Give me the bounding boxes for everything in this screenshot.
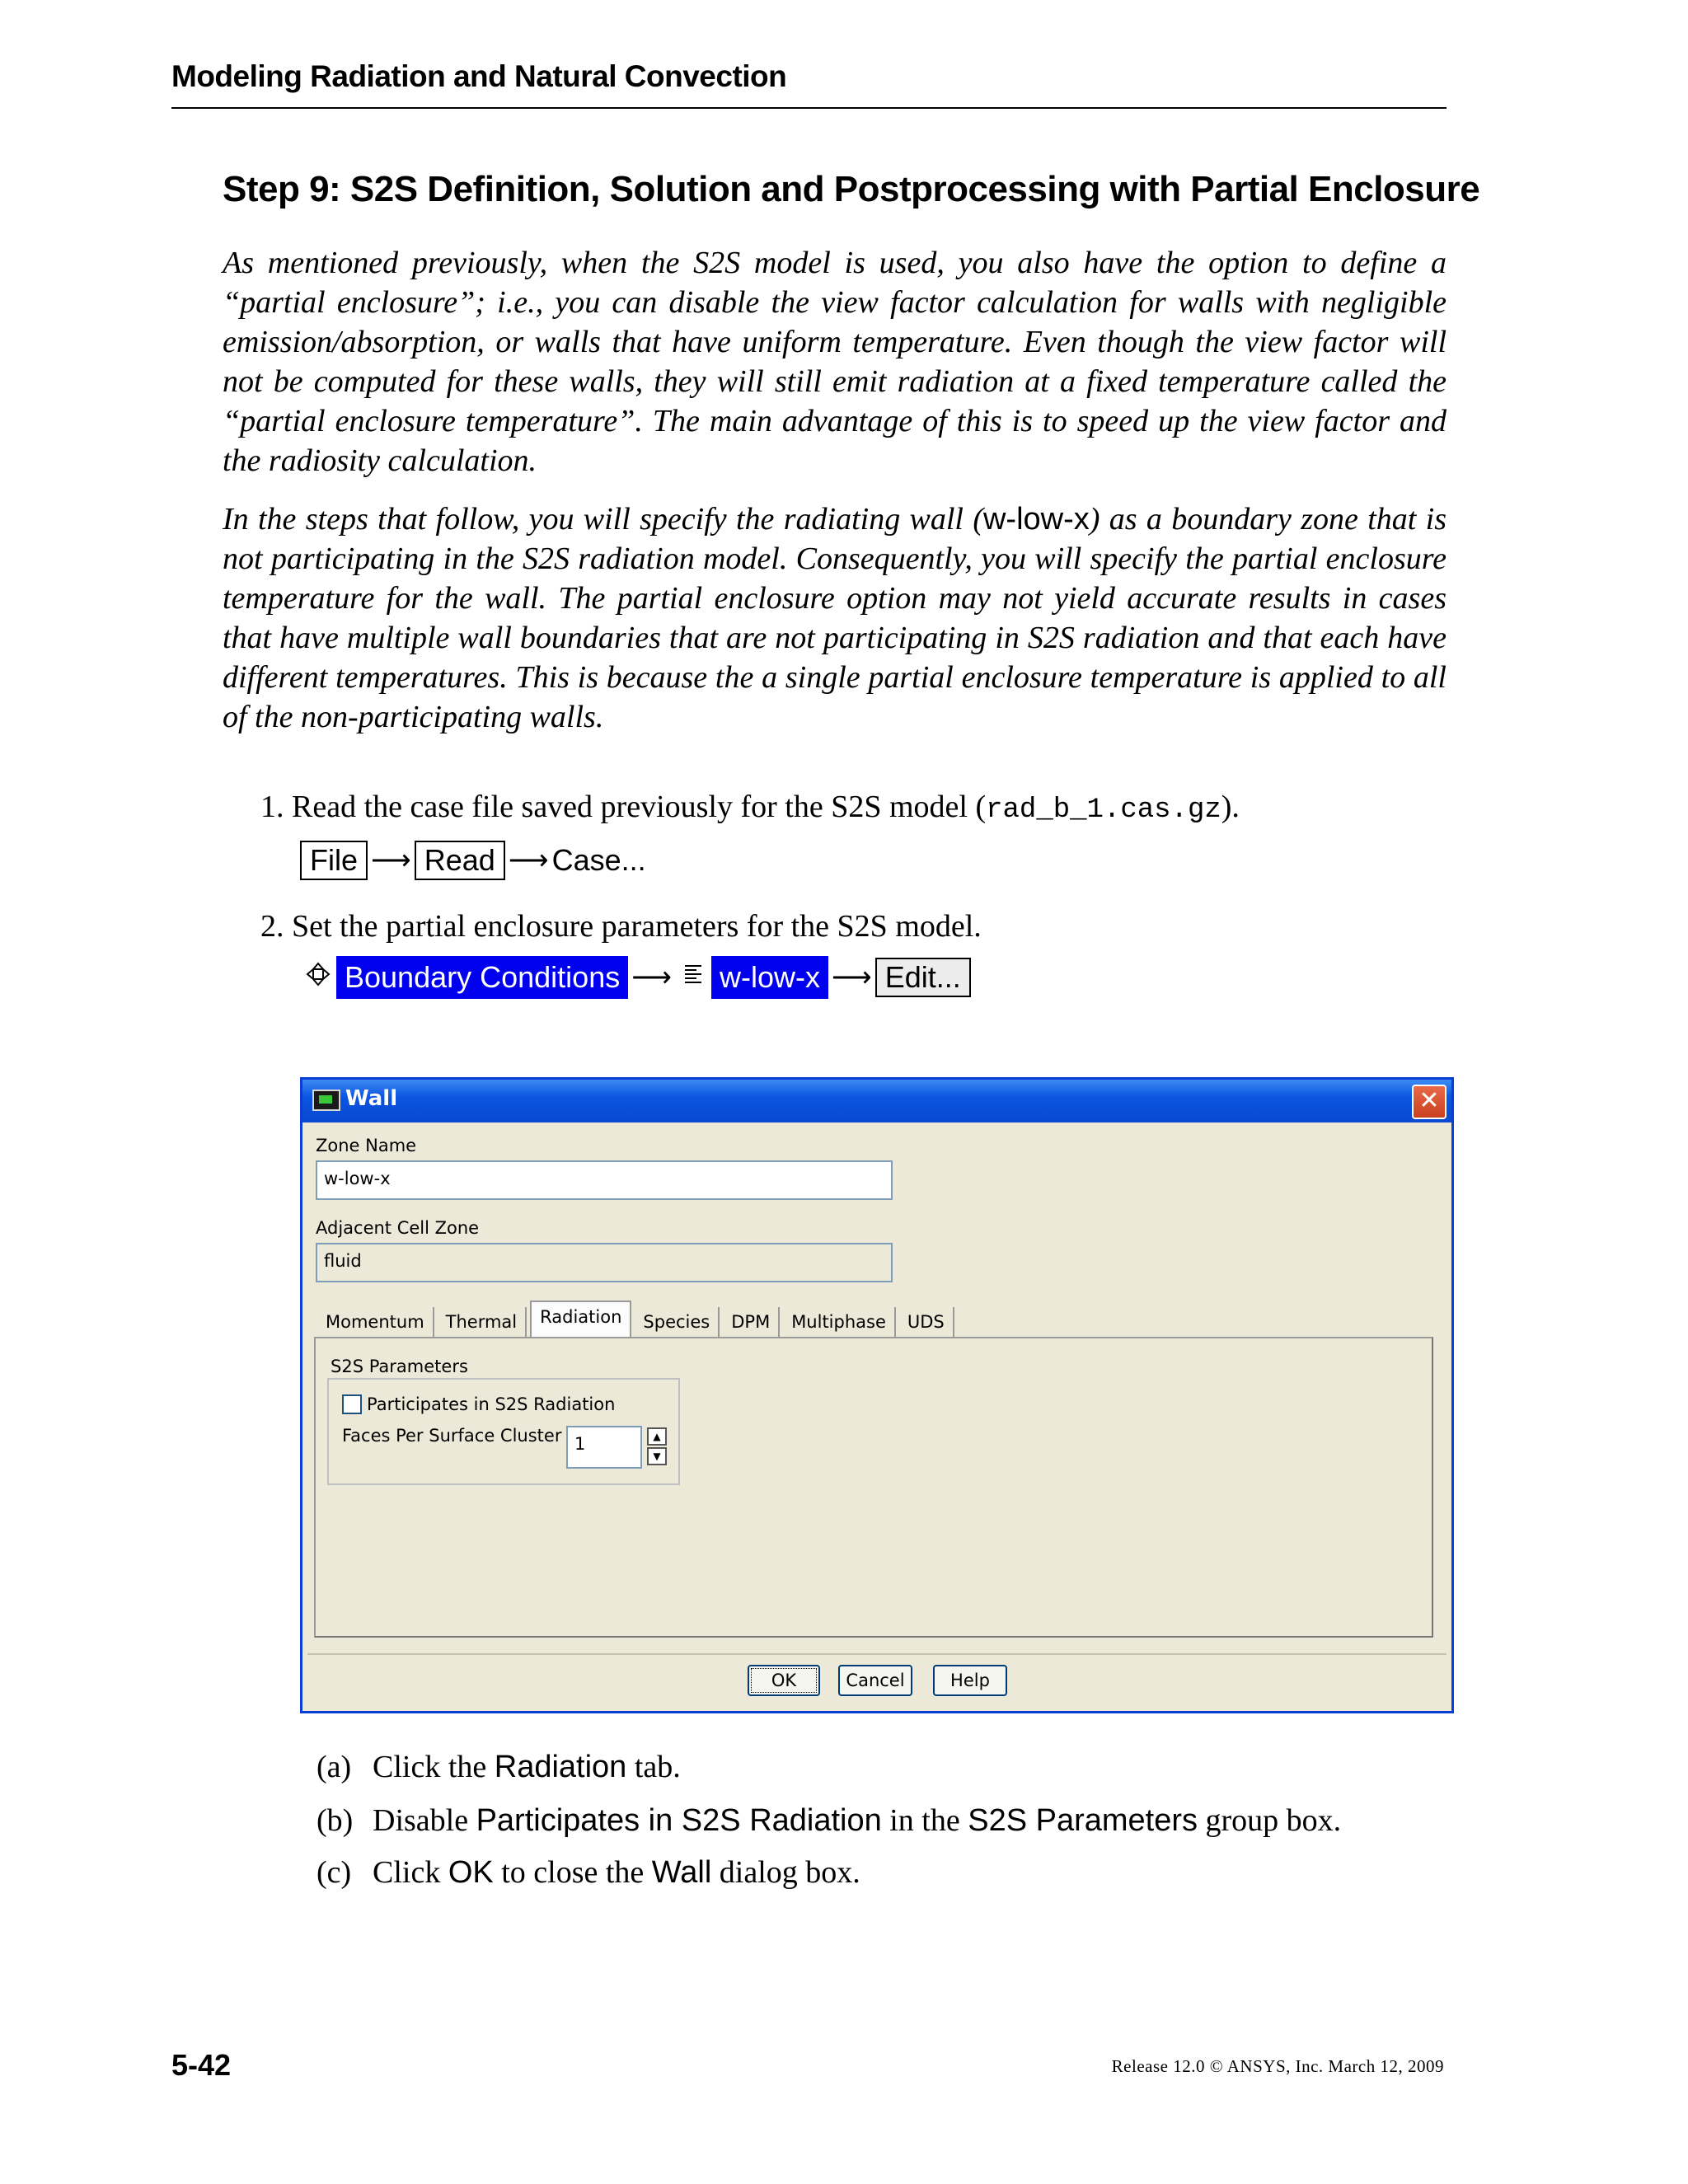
move-arrows-icon xyxy=(300,962,336,993)
zone-name-input[interactable]: w-low-x xyxy=(316,1160,893,1200)
button-separator xyxy=(307,1653,1447,1655)
spinner-down-icon[interactable]: ▼ xyxy=(647,1447,667,1465)
paragraph-text: ) as a boundary zone that is not participating in the S2S radiation model. Consequently, you will specify the partial enclosure temperature for the wall. The partial enclosure option may not yield accurate results in cases that have multiple wall boundaries that are not participating in S2S radiation and that each have different temperatures. This is because the a single partial enclosure temperature is applied to all of the non-participating walls. xyxy=(223,502,1447,734)
case-file-name: rad_b_1.cas.gz xyxy=(986,794,1221,826)
step-number: 1. xyxy=(260,790,284,824)
substep-text: Click the Radiation tab. xyxy=(373,1750,681,1784)
substep-label: (c) xyxy=(316,1855,352,1890)
header-rule xyxy=(171,107,1447,109)
faces-per-cluster-input[interactable]: 1 xyxy=(566,1426,642,1469)
substep-text: Disable Participates in S2S Radiation in the S2S Parameters group box. xyxy=(373,1803,1342,1838)
faces-per-cluster-label: Faces Per Surface Cluster xyxy=(342,1426,562,1446)
participates-checkbox[interactable] xyxy=(342,1394,362,1414)
list-icon xyxy=(675,962,711,993)
tab-thermal[interactable]: Thermal xyxy=(438,1307,527,1337)
tab-radiation[interactable]: Radiation xyxy=(530,1301,631,1337)
arrow-icon: ⟶ xyxy=(831,962,872,993)
step-2 xyxy=(260,907,1447,946)
step-text-end: ). xyxy=(1221,790,1240,824)
close-button[interactable]: ✕ xyxy=(1412,1085,1447,1119)
substep-text: Click OK to close the Wall dialog box. xyxy=(373,1855,860,1890)
participates-label: Participates in S2S Radiation xyxy=(367,1394,616,1414)
arrow-icon: ⟶ xyxy=(371,845,411,876)
substep-label: (a) xyxy=(316,1750,352,1784)
tab-uds[interactable]: UDS xyxy=(899,1307,954,1337)
menu-path-file-read xyxy=(300,841,646,880)
substep-label: (b) xyxy=(316,1803,354,1838)
spinner-up-icon[interactable]: ▲ xyxy=(647,1427,667,1446)
release-line: Release 12.0 © ANSYS, Inc. March 12, 2009 xyxy=(1111,2056,1444,2076)
fluent-app-icon xyxy=(312,1090,340,1111)
tab-bar xyxy=(317,1302,958,1337)
menu-path-boundary-conditions xyxy=(300,956,971,999)
tab-species[interactable]: Species xyxy=(635,1307,720,1337)
arrow-icon: ⟶ xyxy=(508,845,549,876)
step-text: Set the partial enclosure parameters for the S2S model. xyxy=(292,909,982,944)
zone-name-inline: w-low-x xyxy=(982,502,1090,537)
s2s-parameters-label: S2S Parameters xyxy=(331,1357,468,1376)
intro-paragraph: As mentioned previously, when the S2S model is used, you also have the option to define a “partial enclosure”; i.e., you can disable the view factor calculation for walls with negligible emission/absorption, or walls that have uniform temperature. Even though the view factor will not be computed for these walls, they will still emit radiation at a fixed temperature called the “partial enclosure temperature”. The main advantage of this is to speed up the view factor and the radiosity calculation. xyxy=(223,246,1447,478)
tab-momentum[interactable]: Momentum xyxy=(317,1307,434,1337)
adjacent-cell-zone-label: Adjacent Cell Zone xyxy=(316,1218,480,1238)
adjacent-cell-zone-field: fluid xyxy=(316,1243,893,1282)
menu-file[interactable]: File xyxy=(300,841,368,880)
dialog-title: Wall xyxy=(345,1086,398,1111)
tab-dpm[interactable]: DPM xyxy=(723,1307,780,1337)
cancel-button[interactable]: Cancel xyxy=(838,1665,912,1696)
zone-name-label: Zone Name xyxy=(316,1136,417,1155)
ok-button[interactable]: OK xyxy=(748,1665,820,1696)
menu-read[interactable]: Read xyxy=(415,841,505,880)
step-text: Read the case file saved previously for the S2S model ( xyxy=(292,790,987,824)
paragraph-text: In the steps that follow, you will specify the radiating wall ( xyxy=(223,502,983,537)
step-1 xyxy=(260,787,1447,830)
boundary-conditions-item[interactable]: Boundary Conditions xyxy=(336,956,628,999)
arrow-icon: ⟶ xyxy=(631,962,672,993)
step-number: 2. xyxy=(260,909,284,944)
edit-button[interactable]: Edit... xyxy=(875,958,971,997)
dialog-titlebar[interactable] xyxy=(302,1080,1451,1122)
menu-case[interactable]: Case... xyxy=(551,843,646,877)
help-button[interactable]: Help xyxy=(933,1665,1007,1696)
wall-dialog xyxy=(300,1077,1454,1713)
running-head: Modeling Radiation and Natural Convection xyxy=(171,59,787,93)
page-number: 5-42 xyxy=(171,2048,232,2082)
steps-paragraph xyxy=(223,499,1447,737)
step-title: Step 9: S2S Definition, Solution and Postprocessing with Partial Enclosure xyxy=(223,169,1480,209)
zone-w-low-x-item[interactable]: w-low-x xyxy=(711,956,828,999)
tab-multiphase[interactable]: Multiphase xyxy=(783,1307,896,1337)
